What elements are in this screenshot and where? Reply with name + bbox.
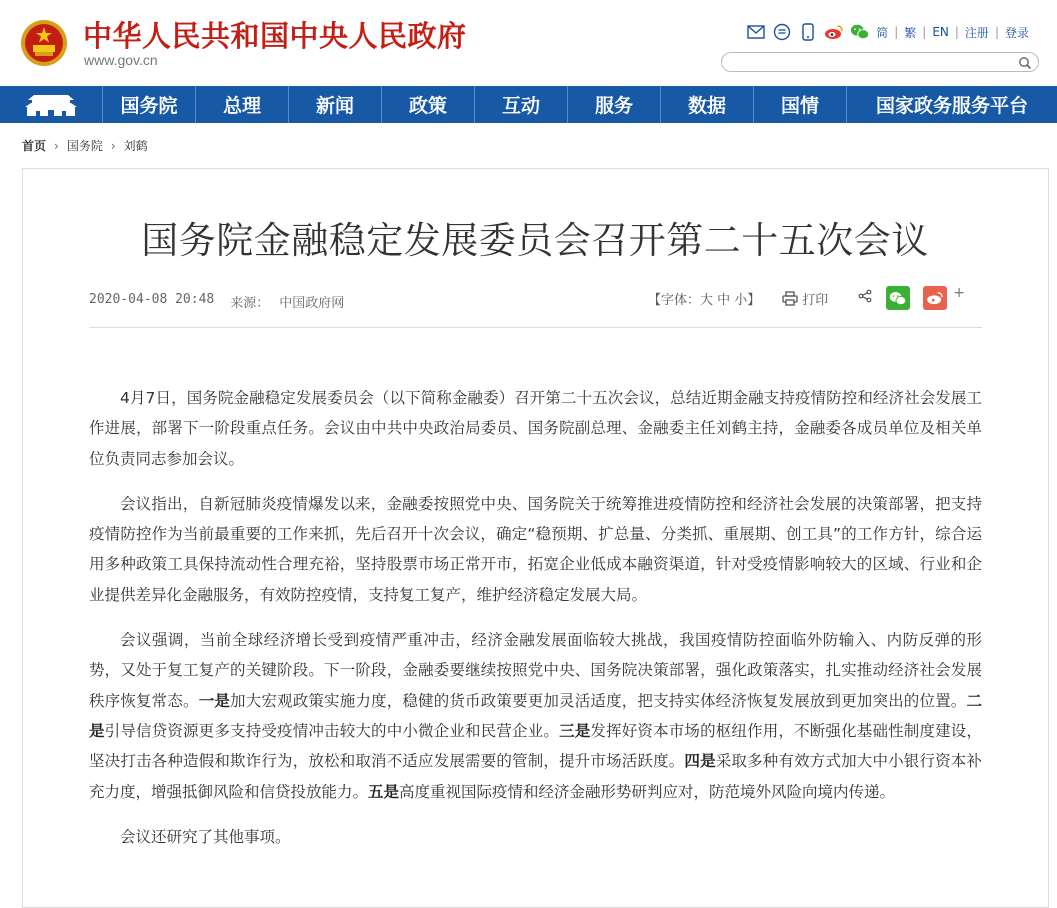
text-run: 加大宏观政策实施力度，稳健的货币政策要更加灵活适度，把支持实体经济恢复发展放到更加突出的位置。 (230, 691, 967, 710)
text-run-bold: 五是 (368, 782, 400, 801)
site-url[interactable]: www.gov.cn (84, 52, 158, 68)
text-run-bold: 三是 (559, 721, 591, 740)
text-run: 发挥好资本市场的枢纽作用，不断强化基础性制度建设，坚决打击各种造假和欺诈行为，放松和取消不适应发展需要的管制，提升市场活跃度。 (89, 721, 982, 771)
tiananmen-icon (22, 92, 80, 118)
lang-english-link[interactable]: EN (932, 25, 949, 39)
paragraph (89, 625, 982, 807)
print-label: 打印 (802, 292, 829, 308)
source-name: 中国政府网 (279, 296, 345, 311)
wechat-share-icon[interactable] (886, 286, 910, 310)
article-tools (648, 286, 965, 310)
chevron-right-icon: › (110, 138, 116, 153)
nav-home-tiananmen[interactable] (0, 86, 103, 123)
text-run: 高度重视国际疫情和经济金融形势研判应对，防范境外风险向境内传递。 (399, 782, 896, 801)
breadcrumb-state-council[interactable]: 国务院 (66, 139, 103, 153)
text-run: 会议强调，当前全球经济增长受到疫情严重冲击，经济金融发展面临较大挑战，我国疫情防控面临外防输入、内防反弹的形势，又处于复工复产的关键阶段。下一阶段，金融委要继续按照党中央、国务院决策部署，强化政策落实，扎实推动经济社会发展秩序恢复常态。 (89, 631, 982, 710)
weibo-icon[interactable] (824, 22, 844, 42)
share-icon[interactable] (858, 289, 872, 307)
nav-item-data[interactable]: 数据 (661, 86, 754, 123)
text-run: 引导信贷资源更多支持受疫情冲击较大的中小微企业和民营企业。 (104, 721, 560, 740)
lang-traditional-link[interactable]: 繁 (904, 25, 917, 40)
more-share-icon[interactable]: + (953, 285, 966, 301)
breadcrumb (22, 137, 148, 154)
paragraph: 会议还研究了其他事项。 (120, 827, 291, 846)
chevron-right-icon: › (54, 138, 59, 153)
text-run-bold: 一是 (198, 691, 231, 710)
font-size-control[interactable]: 【字体：大 中 小】 (648, 292, 761, 308)
separator: | (894, 25, 899, 39)
print-icon (782, 291, 798, 306)
search-icon[interactable] (1018, 55, 1032, 74)
top-links-bar (746, 22, 1029, 42)
nav-item-premier[interactable]: 总理 (196, 86, 289, 123)
main-nav (0, 86, 1057, 123)
breadcrumb-home[interactable]: 首页 (22, 139, 47, 153)
article-title: 国务院金融稳定发展委员会召开第二十五次会议 (141, 219, 929, 262)
weibo-share-icon[interactable] (923, 286, 947, 310)
separator: | (994, 25, 999, 39)
site-title[interactable]: 中华人民共和国中央人民政府 (83, 19, 467, 53)
phone-icon[interactable] (798, 22, 818, 42)
nav-item-policy[interactable]: 政策 (382, 86, 475, 123)
text-run-bold: 二是 (89, 691, 982, 740)
wechat-icon[interactable] (850, 22, 870, 42)
national-emblem-icon[interactable] (20, 19, 68, 67)
message-icon[interactable] (772, 22, 792, 42)
separator: | (922, 25, 927, 39)
nav-item-services[interactable]: 服务 (568, 86, 661, 123)
separator: | (954, 25, 959, 39)
login-link[interactable]: 登录 (1004, 25, 1029, 40)
article-meta (89, 292, 344, 311)
site-header (0, 0, 1057, 86)
text-run-bold: 四是 (684, 752, 716, 771)
paragraph: 4月7日，国务院金融稳定发展委员会（以下简称金融委）召开第二十五次会议，总结近期金融支持疫情防控和经济社会发展工作进展，部署下一阶段重点任务。会议由中共中央政治局委员、国务院副总理、金融委主任刘鹤主持，金融委各成员单位及相关单位负责同志参加会议。 (89, 389, 982, 468)
breadcrumb-liu-he[interactable]: 刘鹤 (123, 139, 148, 153)
search-box (721, 52, 1039, 72)
text-run: 采取多种有效方式加大中小银行资本补充力度，增强抵御风险和信贷投放能力。 (89, 752, 982, 801)
nav-item-interaction[interactable]: 互动 (475, 86, 568, 123)
mail-icon[interactable] (746, 22, 766, 42)
nav-item-state-council[interactable]: 国务院 (103, 86, 196, 123)
publish-datetime: 2020-04-08 20:48 (89, 292, 215, 307)
nav-item-news[interactable]: 新闻 (289, 86, 382, 123)
paragraph: 会议指出，自新冠肺炎疫情爆发以来，金融委按照党中央、国务院关于统筹推进疫情防控和经济社会发展的决策部署，把支持疫情防控作为当前最重要的工作来抓，先后召开十次会议，确定“稳预期、扩总量、分类抓、重展期、创工具”的工作方针，综合运用多种政策工具保持流动性合理充裕，坚持股票市场正常开市，拓宽企业低成本融资渠道，针对受疫情影响较大的区域、行业和企业提供差异化金融服务，有效防控疫情，支持复工复产，维护经济稳定发展大局。 (89, 494, 982, 604)
nav-item-service-platform[interactable]: 国家政务服务平台 (875, 95, 1028, 117)
source-label: 来源： (230, 296, 270, 311)
article-body (89, 383, 982, 867)
lang-simplified-link[interactable]: 简 (876, 25, 889, 40)
print-button[interactable] (782, 289, 828, 308)
divider (89, 327, 982, 328)
search-input[interactable] (732, 55, 1016, 73)
register-link[interactable]: 注册 (964, 25, 989, 40)
nav-item-national-info[interactable]: 国情 (754, 86, 847, 123)
